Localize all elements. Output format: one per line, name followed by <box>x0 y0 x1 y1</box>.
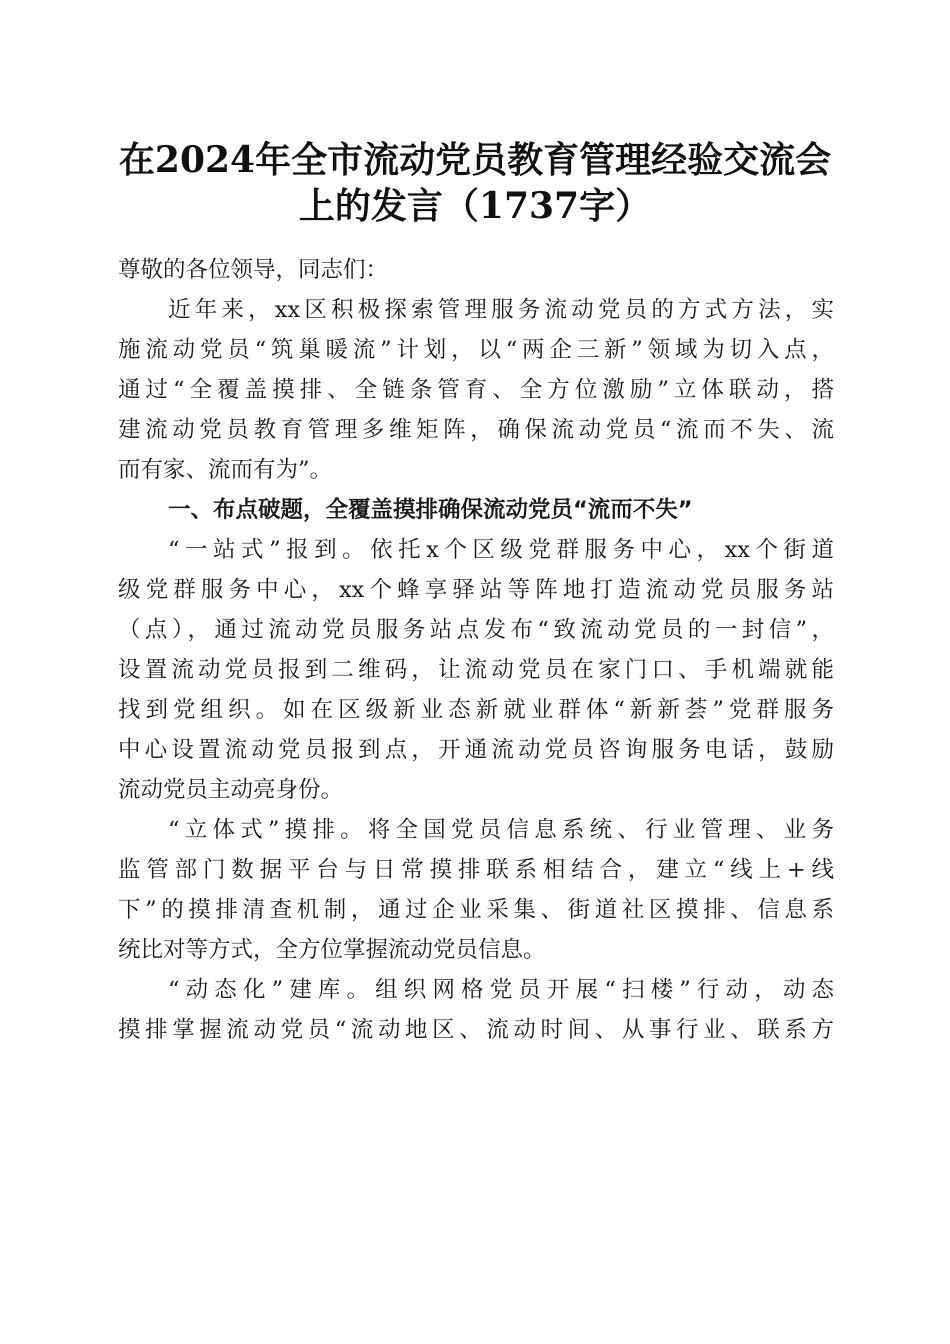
document-title-line-1: 在2024年全市流动党员教育管理经验交流会 <box>118 139 832 181</box>
paragraph-line: 监管部门数据平台与日常摸排联系相结合，建立“线上+线 <box>118 857 834 883</box>
paragraph-line: 统比对等方式，全方位掌握流动党员信息。 <box>118 937 546 963</box>
intro-line: 施流动党员“筑巢暖流”计划，以“两企三新”领域为切入点， <box>118 337 834 363</box>
section-heading: 一、布点破题，全覆盖摸排确保流动党员“流而不失” <box>168 497 693 523</box>
paragraph-line: “动态化”建库。组织网格党员开展“扫楼”行动，动态 <box>168 977 834 1003</box>
paragraph-line: “立体式”摸排。将全国党员信息系统、行业管理、业务 <box>168 817 834 843</box>
paragraph-line: 设置流动党员报到二维码，让流动党员在家门口、手机端就能 <box>118 657 834 683</box>
intro-line: 建流动党员教育管理多维矩阵，确保流动党员“流而不失、流 <box>118 417 834 443</box>
document-body <box>118 250 834 1050</box>
intro-line: 通过“全覆盖摸排、全链条管育、全方位激励”立体联动，搭 <box>118 377 834 403</box>
paragraph-line: 下”的摸排清查机制，通过企业采集、街道社区摸排、信息系 <box>118 897 834 923</box>
salutation: 尊敬的各位领导，同志们： <box>118 257 389 283</box>
paragraph-line: “一站式”报到。依托x个区级党群服务中心，xx个街道 <box>168 537 834 563</box>
paragraph-line: 中心设置流动党员报到点，开通流动党员咨询服务电话，鼓励 <box>118 737 834 763</box>
paragraph-line: 流动党员主动亮身份。 <box>118 777 344 803</box>
intro-line: 近年来，xx区积极探索管理服务流动党员的方式方法，实 <box>168 297 834 323</box>
intro-line: 而有家、流而有为”。 <box>118 457 333 483</box>
document-title-line-2: 上的发言（1737字） <box>298 185 652 227</box>
paragraph-line: 找到党组织。如在区级新业态新就业群体“新新荟”党群服务 <box>118 697 834 723</box>
paragraph-line: 级党群服务中心，xx个蜂享驿站等阵地打造流动党员服务站 <box>118 577 834 603</box>
paragraph-line: （点），通过流动党员服务站点发布“致流动党员的一封信”， <box>118 617 834 643</box>
paragraph-line: 摸排掌握流动党员“流动地区、流动时间、从事行业、联系方 <box>118 1017 834 1043</box>
